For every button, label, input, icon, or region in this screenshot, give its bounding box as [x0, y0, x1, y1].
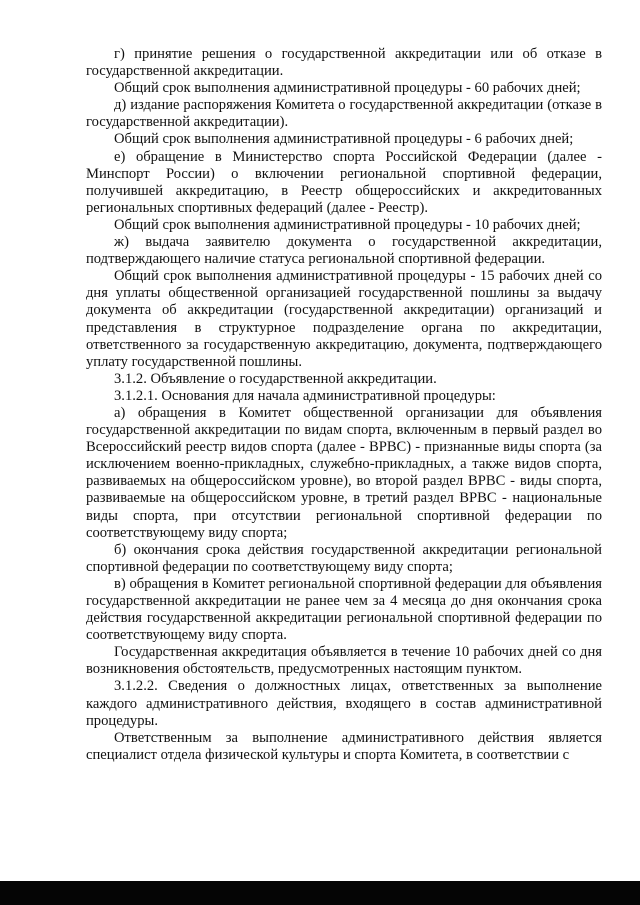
paragraph-b-expiry: б) окончания срока действия государственной аккредитации региональной спортивной федерации по соответствующему виду спорта;: [86, 541, 602, 575]
paragraph-responsible-specialist: Ответственным за выполнение административного действия является специалист отдела физической культуры и спорта Комитета, в соответствии с: [86, 729, 602, 763]
document-body: [86, 46, 602, 764]
paragraph-a-appeal: а) обращения в Комитет общественной организации для объявления государственной аккредитации по видам спорта, включенным в первый раздел во Всероссийский реестр видов спорта (далее - ВРВС) - признанные виды спорта (за исключением военно-прикладных, служебно-прикладных, а также видов спорта, развиваемых на общероссийском уровне), во второй раздел ВРВС - виды спорта, развиваемые на общероссийском уровне, в третий раздел ВРВС - национальные виды спорта, при отсутствии региональной спортивной федерации по соответствующему виду спорта;: [86, 404, 602, 541]
paragraph-v-federation-appeal: в) обращения в Комитет региональной спортивной федерации для объявления государственной аккредитации не ранее чем за 4 месяца до дня окончания срока действия государственной аккредитации региональной спортивной федерации по соответствующему виду спорта.: [86, 575, 602, 644]
paragraph-term-6-days: Общий срок выполнения административной процедуры - 6 рабочих дней;: [114, 131, 574, 148]
paragraph-term-10-days: Общий срок выполнения административной процедуры - 10 рабочих дней;: [114, 216, 581, 233]
paragraph-announcement-term: Государственная аккредитация объявляется в течение 10 рабочих дней со дня возникновения обстоятельств, предусмотренных настоящим пунктом.: [86, 644, 602, 678]
scan-bottom-edge: [0, 881, 640, 905]
paragraph-d-order: д) издание распоряжения Комитета о государственной аккредитации (отказе в государственной аккредитации).: [86, 97, 602, 131]
paragraph-g-decision: г) принятие решения о государственной аккредитации или об отказе в государственной аккредитации.: [86, 46, 602, 80]
section-3-1-2-2-heading: 3.1.2.2. Сведения о должностных лицах, ответственных за выполнение каждого административного действия, входящего в состав административной процедуры.: [86, 678, 602, 729]
section-3-1-2-1-heading: 3.1.2.1. Основания для начала административной процедуры:: [114, 387, 496, 404]
paragraph-zh-issuance: ж) выдача заявителю документа о государственной аккредитации, подтверждающего наличие статуса региональной спортивной федерации.: [86, 234, 602, 268]
section-3-1-2-heading: 3.1.2. Объявление о государственной аккредитации.: [114, 370, 437, 387]
paragraph-term-60-days: Общий срок выполнения административной процедуры - 60 рабочих дней;: [114, 80, 581, 97]
paragraph-e-ministry: е) обращение в Министерство спорта Российской Федерации (далее - Минспорт России) о включении региональной спортивной федерации, получившей аккредитацию, в Реестр общероссийских и аккредитованных региональных спортивных федераций (далее - Реестр).: [86, 148, 602, 216]
paragraph-term-15-days: Общий срок выполнения административной процедуры - 15 рабочих дней со дня уплаты общественной организацией государственной пошлины за выдачу документа об аккредитации (государственной аккредитации) организаций и представления в структурное подразделение органа по аккредитации, ответственного за государственную аккредитацию, документа, подтверждающего уплату государственной пошлины.: [86, 268, 602, 370]
